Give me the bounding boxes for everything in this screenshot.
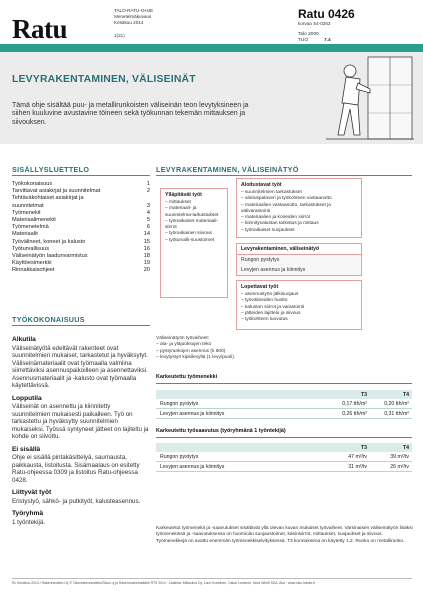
work-phases [156, 336, 235, 361]
toc-label: Tarvittavat asiakirjat ja suunnitelmat [12, 188, 101, 195]
toc-label: Työturvallisuus [12, 245, 49, 252]
list-item: – materiaali- ja suunnitelma-tarkastukset [165, 206, 223, 219]
toc-page: 20 [143, 267, 150, 274]
toc-label: Tehtäväkohtaiset asiakirjat ja [12, 195, 84, 202]
table-row [156, 399, 412, 409]
toc-page [138, 195, 150, 202]
table-header [156, 390, 412, 399]
list-item: – pystyrankojen asennus (k 600) [156, 349, 235, 355]
toc-page: 1 [146, 181, 150, 187]
toc-item [12, 224, 150, 231]
table-cell: 31 m²/tv [348, 463, 367, 470]
list-item: – kiinnitysalustan tarkistus ja mittaus [241, 221, 357, 227]
table-row [156, 409, 412, 419]
toc-page: 2 [146, 188, 150, 195]
flow-heading: LEVYRAKENTAMINEN, VÄLISEINÄTYÖ [156, 165, 299, 174]
flow-box-title: Ylläpitävät työt [165, 192, 202, 198]
toc-label: Väliseinätyön laadunvarmistus [12, 253, 88, 260]
toc-page: 16 [143, 245, 150, 252]
flow-box-title: Aloitustavat työt [241, 182, 282, 188]
divider [156, 383, 412, 384]
flow-box-end [236, 280, 362, 330]
toc-label: suunnitelmat [12, 202, 44, 209]
flow-box-main [236, 243, 362, 276]
section-heading: TYÖKOKONAISUUS [12, 315, 85, 324]
toc-item [12, 217, 150, 224]
list-item: – aloituspalaveri ja työkohteen vastaanotto [241, 196, 357, 202]
toc-page: 3 [146, 202, 150, 209]
output-table [156, 443, 412, 472]
subsection-heading: Liittyvät työt [12, 489, 52, 496]
footer: RL Kesäkuu 2014 / Rakennustieto Oy © Talonrakennustieto/Sisus ry ja Rakennustietosäätiö RTS 2014 · Laatinta: Mittaviiva Oy, Lauri Koskinen, Oskar Laminen, Nora Wirell SSA, Aka · www.ratu-hanke.fi [12, 578, 412, 585]
list-item: – levytystyö kipsilevyllä (1 levy/puoli). [156, 355, 235, 361]
flow-box-list [165, 200, 223, 244]
toc-label: Materiaalit [12, 231, 38, 238]
header-line: Menetelmäkuvaus [114, 14, 152, 20]
accent-bar [0, 44, 423, 52]
list-item: – työnaikainen siivous [165, 231, 223, 237]
toc-label: Materiaalimenekit [12, 217, 56, 224]
toc-page: 14 [143, 231, 150, 238]
toc-page: 19 [143, 260, 150, 267]
list-item: – työnaikaiset suojaukset [241, 228, 357, 234]
work-phases-list [156, 342, 235, 361]
page-title: LEVYRAKENTAMINEN, VÄLISEINÄT [12, 74, 196, 85]
toc-label: Työkokonaisuus [12, 181, 53, 187]
header-line: TALO-RATU-OHJE [114, 8, 154, 13]
subsection-heading: Työryhmä [12, 510, 44, 517]
toc-item [12, 239, 150, 246]
list-item: – jätteiden lajittelu ja siivous [241, 311, 357, 317]
flow-box-list [241, 190, 357, 234]
list-item: – työnaikaiset materiaali-siirrot [165, 219, 223, 232]
toc-label: Käyttöesimerkki [12, 260, 52, 267]
table-cell: Levyjen asennus ja kiinnitys [160, 410, 225, 417]
subsection-text: 1 työntekijä. [12, 518, 46, 526]
table-cell: 0,17 tth/m² [342, 400, 367, 407]
toc-heading: SISÄLLYSLUETTELO [12, 165, 90, 174]
labor-table [156, 390, 412, 419]
header-cell: T3 [360, 444, 367, 451]
toc-item [12, 203, 150, 210]
ratu-logo: Ratu [12, 14, 68, 44]
table-cell: 26 m²/tv [390, 463, 409, 470]
subsection-text: Väliseinätyötä edeltävät rakenteet ovat suunnitelmien mukaiset, tarkastetut ja hyväksytyt. Väliseinämateriaalit ovat työmaalla valmiina siirrettäviksi asennuspaikoilleen ja asennettaviksi. Asennusmateriaalit ja -kalusto ovat työmaalla käytettävissä. [12, 344, 148, 389]
list-item: – mittaukset [165, 200, 223, 206]
list-item: – ala- ja yläjuoksujen teko [156, 342, 235, 348]
left-column-text [12, 331, 150, 527]
list-item: – työvälineiden huolto [241, 298, 357, 304]
header-cell: T3 [360, 391, 367, 398]
flow-box-list [241, 292, 357, 323]
list-item: – kaluston siirrot ja varastointi [241, 305, 357, 311]
toc-page: 5 [146, 217, 150, 224]
toc-item [12, 260, 150, 267]
divider [156, 437, 412, 438]
meta-key: TUO [298, 38, 309, 43]
header-info [114, 8, 153, 39]
table-cell: Rungon pystytys [160, 453, 199, 460]
table-cell: Levyjen asennus ja kiinnitys [160, 463, 225, 470]
worker-illustration [306, 55, 416, 141]
toc-item [12, 253, 150, 260]
table-header [156, 443, 412, 452]
meta-value: 7.4 [324, 38, 331, 43]
table-cell: Rungon pystytys [160, 400, 199, 407]
subsection-text: Ohje ei sisällä pintakäsittelyä, saumausta, paikkausta, listoitusta. Sisämaalaus on esitetty Ratu-ohjeessa 0309 ja listoitus Ratu-ohjeessa 0428. [12, 454, 140, 484]
table-cell: 0,31 tth/m² [384, 410, 409, 417]
toc-item [12, 267, 150, 274]
replaces-note: korvaa S4-0263 [298, 21, 331, 26]
header-line: Kesäkuu 2014 [114, 20, 144, 26]
toc-page: 18 [143, 253, 150, 260]
list-item: – asennustyön jälkisuojaus [241, 292, 357, 298]
toc-page: 6 [146, 224, 150, 231]
table-title: Karkeutettu työmenekki [156, 374, 218, 380]
flow-box-maintain [160, 188, 228, 298]
divider [12, 325, 150, 326]
list-item: – materiaalien vastaanotto, tarkastukset ja välivarastointi [241, 203, 357, 216]
list-item: – työkohteen luovutus [241, 317, 357, 323]
toc-page: 15 [143, 238, 150, 245]
header-cell: T4 [402, 391, 409, 398]
ratu-code: Ratu 0426 [298, 7, 355, 21]
subsection-heading: Ei sisällä [12, 445, 41, 453]
list-item: – materiaalien ja koneiden siirrot [241, 215, 357, 221]
subsection-text: Väliseinät on asennettu ja kiinnitetty suunnitelmien mukaisesti paikalleen. Työ on tarkastettu ja hyväksytty suunnitelmien mukaiseksi. Työssä syntyneet jätteet on lajiteltu ja kohde on siivottu. [12, 403, 149, 440]
toc-item [12, 188, 150, 195]
subsection-text: Eristystyö, sähkö- ja putkityöt, kalusteasennus. [12, 497, 141, 505]
table-cell: 0,20 tth/m² [384, 400, 409, 407]
table-cell: 0,26 tth/m² [342, 410, 367, 417]
subsection-heading: Alkutila [12, 336, 36, 343]
flow-box-start [236, 178, 362, 238]
flow-box-title: Levyrakentaminen, väliseinätyö [237, 244, 361, 255]
toc-page: 4 [146, 209, 150, 216]
toc-label: Työmenetelmä [12, 224, 49, 231]
divider [12, 175, 150, 176]
intro-text: Tämä ohje sisältää puu- ja metallirunkoisten väliseinän teon levytyksineen ja siihen kuuluvine avustavine töineen sekä työkunnan tekemän mittauksen ja siivouksen. [12, 102, 249, 126]
meta-key: Talo 2000 [298, 32, 319, 37]
work-phases-title: Väliseinätyön työvaiheet: [156, 336, 210, 341]
toc-label: Työvälineet, koneet ja kalusto [12, 238, 86, 245]
subsection-heading: Lopputila [12, 394, 42, 402]
header-cell: T4 [402, 444, 409, 451]
table-row [156, 452, 412, 462]
toc-item [12, 195, 150, 202]
toc-item [12, 210, 150, 217]
list-item: – työturvalli-suustoimet [165, 238, 223, 244]
flow-box-title: Lopettavat työt [241, 284, 279, 290]
table-title: Karkeutettu työsaavutus (työryhmänä 1 työntekijä) [156, 428, 286, 434]
divider [156, 175, 412, 176]
table-cell: 47 m²/tv [348, 453, 367, 460]
toc-list [12, 181, 150, 275]
table-cell: 39 m²/tv [390, 453, 409, 460]
toc-item [12, 246, 150, 253]
page-number: 1(21) [114, 32, 125, 38]
toc-item [12, 231, 150, 238]
list-item: – suunnitelmien tarkastukset [241, 190, 357, 196]
flow-step: Rungon pystytys [237, 255, 361, 265]
flow-step: Levyjen asennus ja kiinnitys [237, 265, 361, 275]
table-row [156, 462, 412, 472]
toc-label: Rinnakkaisohjeet [12, 267, 55, 274]
toc-item [12, 181, 150, 188]
toc-label: Työmenekit [12, 209, 41, 216]
notes-text: Karkeutetut työmenekit ja -saavutukset sisältävät yllä olevan kuvan mukaiset työvaiheet. Varsinaisen väliseinätyön lisäksi työmenekissä ja -saavutuksessa on huomioitu suojaustoimet, käsinsiirrot, mittaukset, suojaukset ja siivous. Työmenekkejä on avattu enemmän työmenekkiselvityksessä. T3 korotuksena on käytetty 1,2. Runko on metallirunko. [156, 526, 413, 544]
